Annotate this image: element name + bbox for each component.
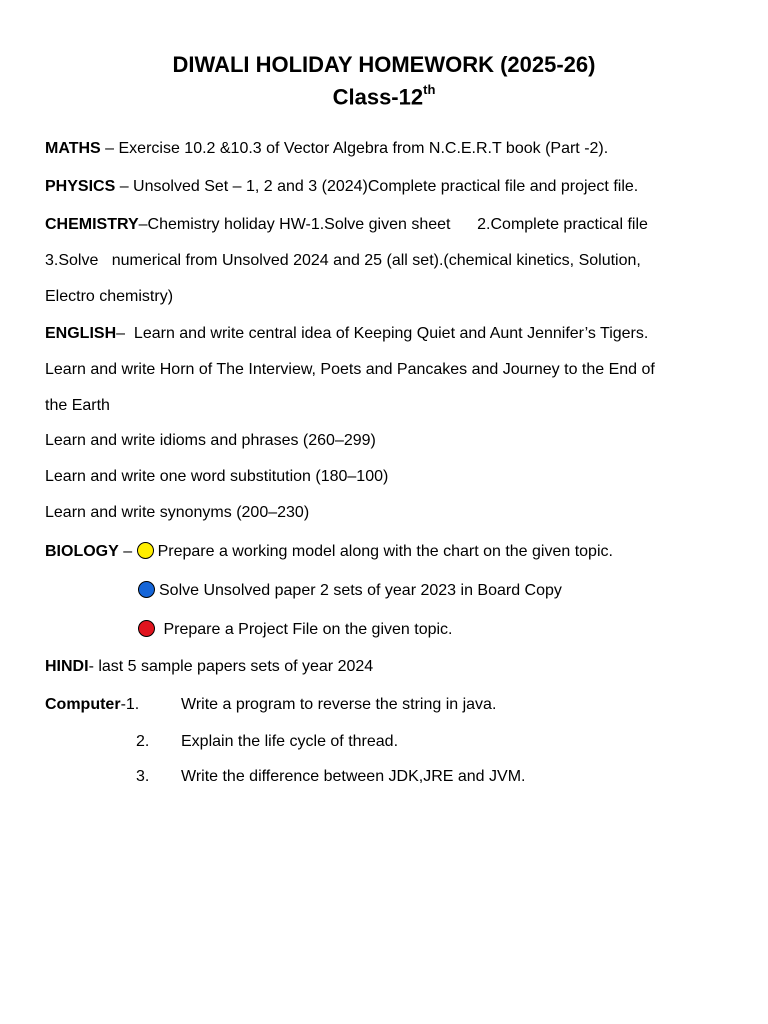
class-superscript: th (423, 82, 436, 97)
computer-num-1: -1. (120, 696, 140, 713)
computer-line-1 (45, 696, 139, 714)
biology-subject: BIOLOGY (45, 543, 119, 560)
biology-item-1: Prepare a working model along with the chart on the given topic. (157, 543, 613, 560)
biology-item-2: Solve Unsolved paper 2 sets of year 2023 in Board Copy (159, 582, 562, 599)
computer-num-2: 2. (136, 733, 150, 750)
biology-item-3: Prepare a Project File on the given topic. (159, 621, 453, 638)
page-title: DIWALI HOLIDAY HOMEWORK (2025-26) (172, 52, 596, 77)
physics-subject: PHYSICS (45, 178, 116, 195)
class-label: Class-12 (332, 84, 424, 110)
chemistry-subject: CHEMISTRY (45, 216, 139, 233)
physics-line (45, 178, 638, 196)
hindi-line (45, 658, 373, 676)
english-subject: ENGLISH (45, 325, 117, 342)
english-line-6: Learn and write synonyms (200–230) (45, 504, 310, 521)
english-line-4: Learn and write idioms and phrases (260–299) (45, 432, 376, 449)
blue-circle-icon (138, 581, 155, 598)
english-line-1 (45, 325, 648, 343)
biology-dash: – (118, 543, 137, 560)
computer-item-3: Write the difference between JDK,JRE and JVM. (181, 768, 526, 785)
biology-line-2 (138, 581, 562, 600)
hindi-text: - last 5 sample papers sets of year 2024 (88, 658, 374, 675)
chemistry-line-2: 3.Solve numerical from Unsolved 2024 and 25 (all set).(chemical kinetics, Solution, (45, 252, 641, 269)
chemistry-line-3: Electro chemistry) (45, 288, 174, 305)
computer-num-3: 3. (136, 768, 150, 785)
hindi-subject: HINDI (45, 658, 89, 675)
biology-line-1 (45, 542, 613, 561)
biology-line-3 (138, 620, 453, 639)
computer-item-2: Explain the life cycle of thread. (181, 733, 399, 750)
maths-subject: MATHS (45, 140, 101, 157)
class-heading (0, 84, 768, 110)
maths-text: – Exercise 10.2 &10.3 of Vector Algebra from N.C.E.R.T book (Part -2). (100, 140, 609, 157)
maths-line (45, 140, 608, 158)
yellow-circle-icon (137, 542, 154, 559)
chemistry-line-1 (45, 216, 648, 234)
english-line-5: Learn and write one word substitution (180–100) (45, 468, 389, 485)
chemistry-text-1: –Chemistry holiday HW-1.Solve given sheet 2.Complete practical file (138, 216, 648, 233)
physics-text: – Unsolved Set – 1, 2 and 3 (2024)Complete practical file and project file. (115, 178, 639, 195)
english-line-2: Learn and write Horn of The Interview, Poets and Pancakes and Journey to the End of (45, 361, 655, 378)
computer-subject: Computer (45, 696, 121, 713)
english-line-3: the Earth (45, 397, 110, 414)
english-text-1: – Learn and write central idea of Keeping Quiet and Aunt Jennifer’s Tigers. (116, 325, 649, 342)
red-circle-icon (138, 620, 155, 637)
computer-item-1: Write a program to reverse the string in java. (181, 696, 497, 713)
